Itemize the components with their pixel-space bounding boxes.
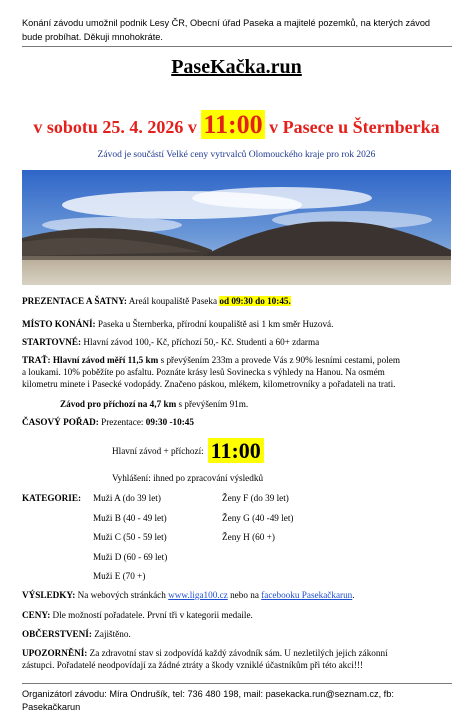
kategorie-men-item: Muži E (70 +)	[93, 571, 146, 581]
section-vysledky	[22, 589, 355, 601]
vysledky-label: VÝSLEDKY:	[22, 590, 76, 600]
prichozi-distance: Závod pro příchozí na 4,7 km	[60, 399, 177, 409]
kategorie-women-item: Ženy F (do 39 let)	[222, 493, 289, 503]
trat-distance: Hlavní závod měří 11,5 km	[50, 355, 159, 365]
kategorie-men-item: Muži B (40 - 49 let)	[93, 512, 167, 523]
kategorie-men-item: Muži C (50 - 59 let)	[93, 532, 167, 542]
trat-line-3: kilometru minete i Pasecké vodopády. Značeno páskou, mlékem, kilometrovníky a pořadateli na trati.	[22, 379, 396, 389]
section-porad	[22, 416, 194, 428]
facebook-link[interactable]: facebooku Pasekačkarun	[261, 590, 353, 600]
bottom-divider	[22, 683, 452, 684]
vysledky-text-3: .	[352, 590, 355, 600]
section-upozorneni	[22, 647, 388, 671]
porad-main-label: Hlavní závod + příchozí:	[112, 446, 204, 456]
trat-text-1: s převýšením 233m a provede Vás z 90% lesními cestami, polem	[158, 355, 401, 365]
porad-main-race	[112, 437, 264, 467]
porad-main-time: 11:00	[208, 438, 264, 463]
page-title: PaseKačka.run	[171, 56, 302, 78]
prichozi-text: s převýšením 91m.	[176, 399, 249, 409]
section-obcerstveni	[22, 628, 131, 640]
obcerstveni-label: OBČERSTVENÍ:	[22, 629, 92, 639]
vysledky-text-2: nebo na	[227, 590, 262, 600]
section-startovne	[22, 336, 319, 348]
liga100-link[interactable]: www.liga100.cz	[168, 590, 228, 600]
prezentace-time: od 09:30 do 10:45.	[219, 296, 291, 306]
porad-vyhlaseni: Vyhlášení: ihned po zpracování výsledků	[112, 473, 264, 483]
startovne-text: Hlavní závod 100,- Kč, příchozí 50,- Kč. Studenti a 60+ zdarma	[81, 337, 320, 347]
kategorie-women-item: Ženy H (60 +)	[222, 532, 275, 542]
porad-label: ČASOVÝ POŘAD:	[22, 417, 99, 427]
prezentace-label: PREZENTACE A ŠATNY:	[22, 296, 127, 306]
upozorneni-line-1	[22, 647, 388, 659]
upozorneni-line-2: zástupci. Pořadatelé neodpovídají za žádné ztráty a škody vzniklé účastníkům při této akci!!!	[22, 660, 364, 670]
obcerstveni-text: Zajištěno.	[91, 629, 131, 639]
footer-organizer	[22, 688, 462, 714]
headline-place: v Pasece u Šternberka	[264, 117, 440, 137]
kategorie-men-item: Muži D (60 - 69 let)	[93, 551, 168, 562]
misto-label: MÍSTO KONÁNÍ:	[22, 319, 96, 329]
top-divider	[22, 46, 452, 47]
intro-text: Konání závodu umožnil podnik Lesy ČR, Obecní úřad Paseka a majitelé pozemků, na kterých závod bude probíhat. Děkuji mnohokráte.	[22, 18, 431, 42]
trat-line-2: a loukami. 10% poběžíte po asfaltu. Poznáte krásy lesů Sovinecka s výhledy na Hanou. Na osmém	[22, 367, 385, 377]
section-prichozi	[60, 398, 248, 410]
porad-prezentace-time: 09:30 -10:45	[145, 417, 194, 427]
ceny-text: Dle možností pořadatele. První tři v kategorii medaile.	[50, 610, 253, 620]
prezentace-text: Areál koupaliště Paseka	[127, 296, 220, 306]
upozorneni-text-1: Za zdravotní stav si zodpovídá každý závodník sám. U nezletilých jejich zákonní	[87, 648, 388, 658]
kategorie-men-list	[93, 492, 167, 590]
startovne-label: STARTOVNÉ:	[22, 337, 82, 347]
headline-date: v sobotu 25. 4. 2026 v	[33, 117, 202, 137]
kategorie-label: KATEGORIE:	[22, 493, 82, 503]
ceny-label: CENY:	[22, 610, 51, 620]
upozorneni-label: UPOZORNĚNÍ:	[22, 648, 88, 658]
section-misto	[22, 318, 333, 330]
event-date-headline	[0, 110, 473, 142]
section-trat	[22, 354, 400, 390]
landscape-photo	[22, 170, 451, 285]
trat-label: TRAŤ:	[22, 355, 51, 365]
section-prezentace	[22, 295, 291, 307]
kategorie-men-item: Muži A (do 39 let)	[93, 493, 161, 503]
footer-line-2: Pasekačkarun	[22, 702, 81, 712]
kategorie-women-list	[222, 492, 293, 551]
section-ceny	[22, 609, 253, 621]
porad-prezentace-label: Prezentace:	[98, 417, 146, 427]
trat-line-1	[22, 354, 400, 366]
kategorie-women-item: Ženy G (40 -49 let)	[222, 512, 294, 523]
footer-line-1: Organizátorl závodu: Míra Ondrušík, tel: 736 480 198, mail: pasekacka.run@seznam.cz, fb:	[22, 689, 394, 699]
event-subtitle: Závod je součástí Velké ceny vytrvalců Olomouckého kraje pro rok 2026	[97, 150, 376, 160]
headline-time: 11:00	[203, 110, 263, 139]
vysledky-text-1: Na webových stránkách	[75, 590, 169, 600]
misto-text: Paseka u Šternberka, přírodní koupaliště asi 1 km směr Huzová.	[95, 319, 334, 329]
